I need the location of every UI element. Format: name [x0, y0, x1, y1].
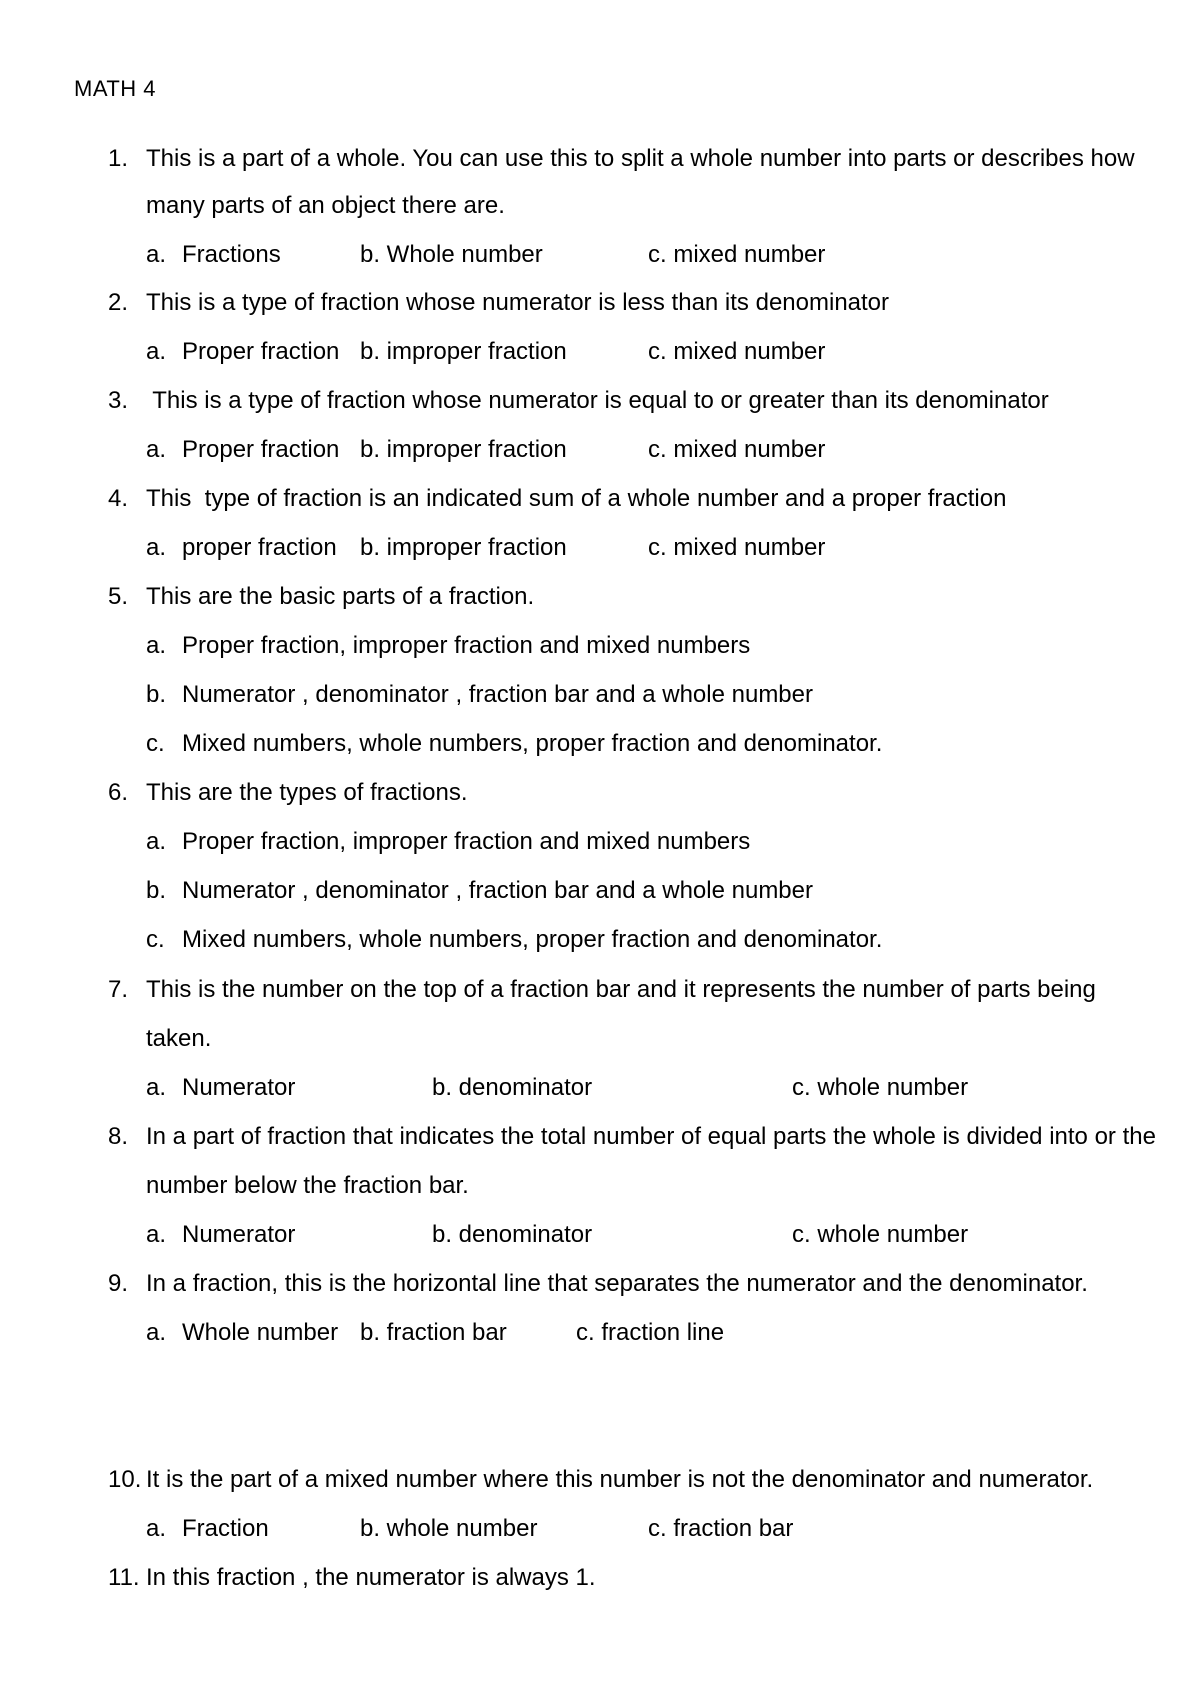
- question-text-continued: taken.: [146, 1025, 212, 1052]
- question-number: 2.: [108, 289, 129, 316]
- choice-a: [146, 337, 339, 367]
- question-text: This is a type of fraction whose numerator is less than its denominator: [146, 289, 890, 316]
- choice-letter: a.: [146, 1221, 167, 1248]
- choice-text: Mixed numbers, whole numbers, proper fraction and denominator.: [182, 926, 883, 953]
- choice-c: [146, 729, 882, 759]
- choice-a: [146, 827, 750, 857]
- question-number: 4.: [108, 485, 129, 512]
- choice-a: [146, 1318, 338, 1348]
- choice-letter: a.: [146, 241, 167, 268]
- question-text: This are the types of fractions.: [146, 779, 468, 806]
- question-1: [108, 144, 1135, 174]
- choice-letter: b.: [146, 877, 167, 904]
- choice-b: b. Whole number: [360, 241, 543, 268]
- choice-text: Proper fraction: [182, 436, 340, 463]
- question-6: [108, 778, 467, 808]
- question-text: This type of fraction is an indicated sum of a whole number and a proper fraction: [146, 485, 1007, 512]
- choice-text: Numerator , denominator , fraction bar and a whole number: [182, 681, 813, 708]
- question-text: In a part of fraction that indicates the total number of equal parts the whole is divided into or the: [146, 1123, 1156, 1150]
- choice-letter: a.: [146, 1515, 167, 1542]
- choice-b: b. improper fraction: [360, 436, 567, 463]
- choice-text: Fraction: [182, 1515, 269, 1542]
- choice-c: c. mixed number: [648, 436, 826, 463]
- choice-a: [146, 1514, 269, 1544]
- choice-text: Fractions: [182, 241, 281, 268]
- choice-a: [146, 1220, 295, 1250]
- choice-b: [146, 680, 813, 710]
- question-text: This are the basic parts of a fraction.: [146, 583, 535, 610]
- question-number: 1.: [108, 145, 129, 172]
- choice-c: [146, 925, 882, 955]
- choice-letter: a.: [146, 1319, 167, 1346]
- choice-letter: a.: [146, 828, 167, 855]
- question-number: 5.: [108, 583, 129, 610]
- choice-c: c. fraction line: [576, 1319, 725, 1346]
- question-number: 7.: [108, 976, 129, 1003]
- choice-letter: b.: [146, 681, 167, 708]
- choice-b: b. improper fraction: [360, 534, 567, 561]
- choice-c: c. fraction bar: [648, 1515, 794, 1542]
- choice-letter: a.: [146, 1074, 167, 1101]
- choice-letter: a.: [146, 338, 167, 365]
- question-10: [108, 1465, 1093, 1495]
- choice-c: c. mixed number: [648, 241, 826, 268]
- question-number: 9.: [108, 1270, 129, 1297]
- choice-c: c. whole number: [792, 1221, 969, 1248]
- question-number: 11.: [108, 1564, 140, 1591]
- choice-letter: a.: [146, 436, 167, 463]
- choice-letter: c.: [146, 730, 165, 757]
- choice-b: b. fraction bar: [360, 1319, 507, 1346]
- question-4: [108, 484, 1006, 514]
- question-text-continued: number below the fraction bar.: [146, 1172, 469, 1199]
- choice-letter: a.: [146, 632, 167, 659]
- choice-b: b. denominator: [432, 1221, 593, 1248]
- question-5: [108, 582, 534, 612]
- choice-text: Mixed numbers, whole numbers, proper fraction and denominator.: [182, 730, 883, 757]
- question-number: 10.: [108, 1466, 142, 1493]
- choice-text: Numerator: [182, 1074, 296, 1101]
- question-number: 6.: [108, 779, 129, 806]
- choice-c: c. mixed number: [648, 534, 826, 561]
- question-text: This is the number on the top of a fraction bar and it represents the number of parts being: [146, 976, 1096, 1003]
- choice-letter: c.: [146, 926, 165, 953]
- question-7: [108, 975, 1096, 1005]
- question-text: It is the part of a mixed number where this number is not the denominator and numerator.: [146, 1466, 1094, 1493]
- choice-text: proper fraction: [182, 534, 337, 561]
- choice-b: [146, 876, 813, 906]
- choice-text: Whole number: [182, 1319, 339, 1346]
- choice-a: [146, 533, 337, 563]
- question-8: [108, 1122, 1156, 1152]
- choice-a: [146, 240, 281, 270]
- question-text: This is a type of fraction whose numerator is equal to or greater than its denominator: [146, 387, 1049, 414]
- choice-text: Numerator , denominator , fraction bar and a whole number: [182, 877, 813, 904]
- choice-b: b. denominator: [432, 1074, 593, 1101]
- question-number: 3.: [108, 387, 129, 414]
- question-11: [108, 1563, 596, 1593]
- choice-letter: a.: [146, 534, 167, 561]
- choice-c: c. whole number: [792, 1074, 969, 1101]
- question-text: In this fraction , the numerator is always 1.: [146, 1564, 596, 1591]
- question-2: [108, 288, 889, 318]
- page-title: MATH 4: [74, 76, 157, 101]
- choice-a: [146, 631, 750, 661]
- question-number: 8.: [108, 1123, 129, 1150]
- choice-b: b. improper fraction: [360, 338, 567, 365]
- question-text: This is a part of a whole. You can use this to split a whole number into parts or describes how: [146, 145, 1135, 172]
- choice-text: Proper fraction, improper fraction and mixed numbers: [182, 632, 751, 659]
- choice-text: Proper fraction, improper fraction and mixed numbers: [182, 828, 751, 855]
- question-9: [108, 1269, 1088, 1299]
- choice-a: [146, 435, 339, 465]
- choice-text: Numerator: [182, 1221, 296, 1248]
- question-text: In a fraction, this is the horizontal line that separates the numerator and the denominator.: [146, 1270, 1088, 1297]
- choice-text: Proper fraction: [182, 338, 340, 365]
- question-3: [108, 386, 1049, 416]
- question-text-continued: many parts of an object there are.: [146, 192, 505, 219]
- choice-b: b. whole number: [360, 1515, 538, 1542]
- choice-a: [146, 1073, 295, 1103]
- choice-c: c. mixed number: [648, 338, 826, 365]
